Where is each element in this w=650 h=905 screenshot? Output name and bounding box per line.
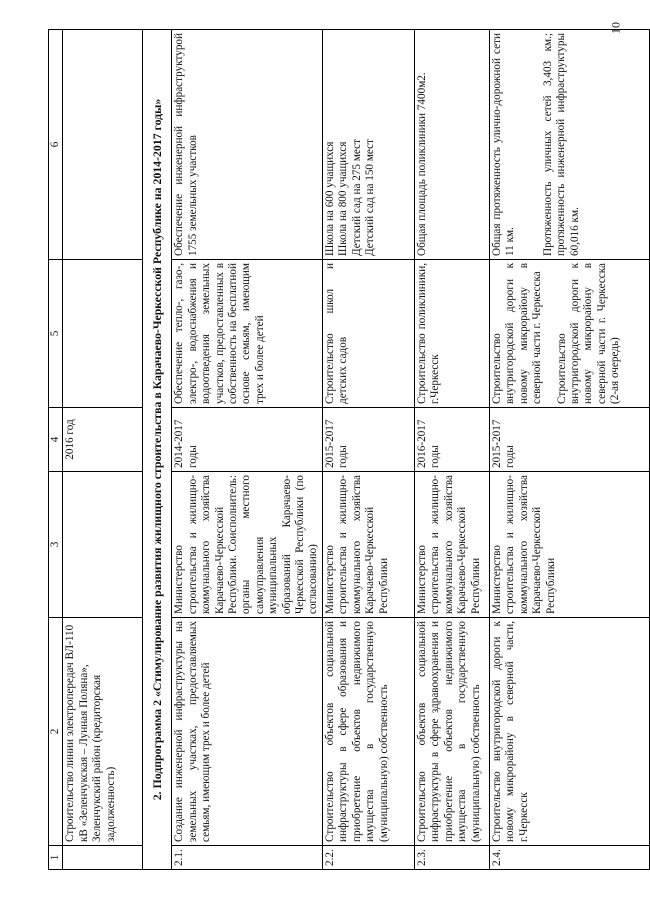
- row-action: Строительство внутригородской дороги к новому микрорайону в северной части г. Черкесска: [490, 263, 544, 404]
- row-result: Общая протяженность улично-дорожной сети 11 км.: [490, 33, 517, 256]
- table-row: [414, 30, 489, 870]
- row-result: Школа на 600 учащихся Школа на 800 учащихся Детский сад на 275 мест Детский сад на 150 мест: [322, 30, 414, 260]
- row-result-second: Протяженность уличных сетей 3,403 км.; протяженность инженерной инфраструктуры 60,016 км.: [541, 33, 581, 256]
- row-action: Строительство поликлиники, г.Черкесск: [414, 260, 489, 408]
- row-period: 2015-2017 годы: [489, 408, 649, 472]
- page-number-text: 10: [608, 22, 623, 34]
- row-executor: Министерство строительства и жилищно-коммунального хозяйства Карачаево-Черкесской Республики. Соисполнитель: органы местного самоуправления муниципальных образований Карачаево-Черкесской Республики (по согласованию): [172, 472, 322, 618]
- table-row: [489, 30, 649, 870]
- column-number: 4: [49, 408, 63, 472]
- row-name: Создание инженерной инфраструктуры на земельных участках, предоставляемых семьям, имеющим трех и более детей: [172, 618, 322, 846]
- row-period: 2014-2017 годы: [172, 408, 322, 472]
- row-name: Строительство внутригородской дороги к новому микрорайону в северной части, г.Черкесск: [489, 618, 649, 846]
- row-action: Строительство школ и детских садов: [322, 260, 414, 408]
- table-row: [322, 30, 414, 870]
- row-action: Обеспечение тепло-, газо-, электро-, водоснабжения и водоотведения земельных участков, предоставленных в собственность на бесплатной основе семьям, имеющим трех и более детей: [172, 260, 322, 408]
- row-name: Строительство объектов социальной инфраструктуры в сфере здравоохранения и приобретение объектов недвижимого имущества в государственную (муниципальную) собственность: [414, 618, 489, 846]
- column-number: 3: [49, 472, 63, 618]
- row-number: 2.1.: [172, 846, 322, 870]
- subprogram-title: 2. Подпрограмма 2 «Стимулирование развития жилищного строительства в Карачаево-Черкесской Республике на 2014-2017 годы»: [143, 30, 172, 870]
- row-executor: [63, 472, 143, 618]
- rotated-table-area: [48, 30, 622, 870]
- row-number: [63, 846, 143, 870]
- row-result: Обеспечение инженерной инфраструктурой 1755 земельных участков: [172, 30, 322, 260]
- table-row: [63, 30, 143, 870]
- subprogram-header-row: [143, 30, 172, 870]
- table-wrapper: [48, 30, 622, 870]
- row-name: Строительство объектов социальной инфраструктуры в сфере образования и приобретение объектов недвижимого имущества в государственную (муниципальную) собственность: [322, 618, 414, 846]
- column-number: 6: [49, 30, 63, 260]
- year-header: 2016 год: [63, 408, 143, 472]
- column-number-row: [49, 30, 63, 870]
- row-action-second: Строительство внутригородской дороги к новому микрорайону в северной части г. Черкесска (2-ая очередь): [555, 263, 622, 404]
- row-result-cell: [489, 30, 649, 260]
- row-action-cell: [489, 260, 649, 408]
- row-period: 2016-2017 годы: [414, 408, 489, 472]
- row-name: Строительство линии электропередач ВЛ-110 кВ «Зеленчукская – Лунная Поляна», Зеленчукский район (кредиторская задолженность): [63, 618, 143, 846]
- column-number: 2: [49, 618, 63, 846]
- column-number: 1: [49, 846, 63, 870]
- row-result: Общая площадь поликлиники 7400м2.: [414, 30, 489, 260]
- row-executor: Министерство строительства и жилищно-коммунального хозяйства Карачаево-Черкесской Республики: [414, 472, 489, 618]
- row-number: 2.2.: [322, 846, 414, 870]
- row-number: 2.4.: [489, 846, 649, 870]
- program-table: [48, 29, 650, 870]
- row-number: 2.3.: [414, 846, 489, 870]
- row-action: [63, 260, 143, 408]
- row-result: [63, 30, 143, 260]
- column-number: 5: [49, 260, 63, 408]
- table-row: [172, 30, 322, 870]
- row-executor: Министерство строительства и жилищно-коммунального хозяйства Карачаево-Черкесской Республики: [489, 472, 649, 618]
- row-executor: Министерство строительства и жилищно-коммунального хозяйства Карачаево-Черкесской Республики: [322, 472, 414, 618]
- row-period: 2015-2017 годы: [322, 408, 414, 472]
